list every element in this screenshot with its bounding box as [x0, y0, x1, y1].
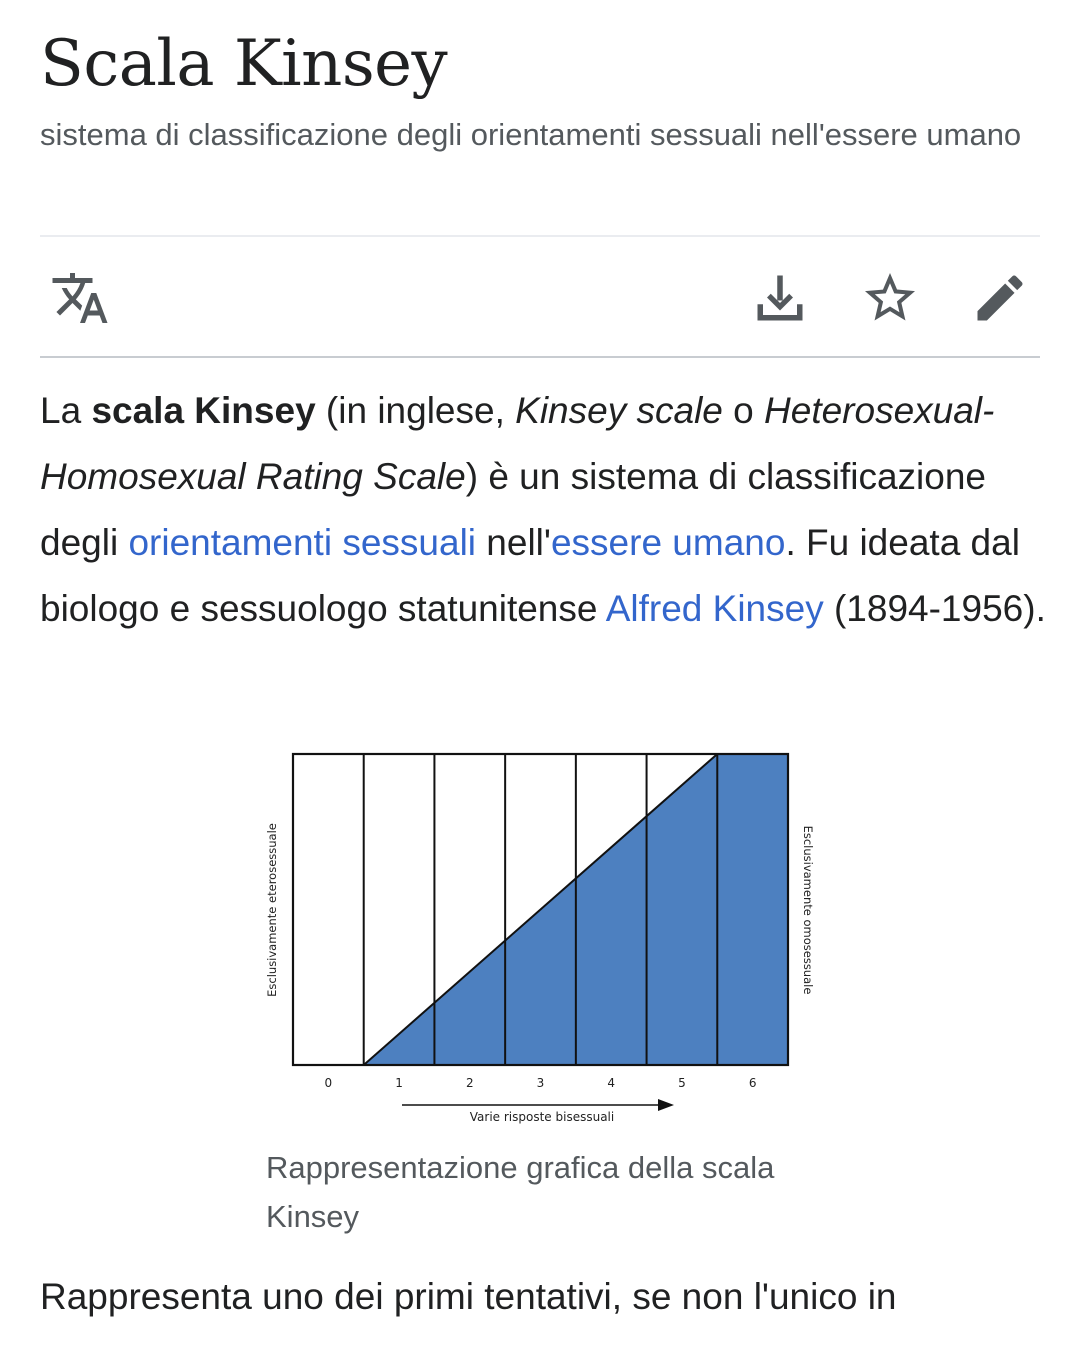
tick-label: 0	[324, 1076, 333, 1090]
bottom-axis-label: Varie risposte bisessuali	[469, 1110, 615, 1124]
intro-paragraph	[40, 378, 1050, 642]
bisexual-arrow-head	[658, 1099, 674, 1111]
kinsey-chart	[262, 745, 822, 1130]
link-essere-umano[interactable]: essere umano	[550, 522, 786, 563]
intro-text: (1894-1956).	[823, 588, 1046, 629]
figure-caption: Rappresentazione grafica della scala Kinsey	[266, 1150, 775, 1234]
tick-label: 5	[678, 1076, 686, 1090]
intro-italic-term: Kinsey scale	[515, 390, 723, 431]
intro-text: o	[722, 390, 765, 431]
link-alfred-kinsey[interactable]: Alfred Kinsey	[605, 588, 824, 629]
intro-text: (in inglese,	[315, 390, 516, 431]
page-title: Scala Kinsey	[40, 27, 448, 101]
star-icon[interactable]	[860, 268, 920, 328]
tick-label: 1	[395, 1076, 403, 1090]
tick-label: 4	[607, 1076, 616, 1090]
translate-icon[interactable]	[50, 268, 110, 328]
kinsey-figure[interactable]	[262, 745, 822, 1130]
tick-label: 2	[465, 1076, 474, 1090]
tick-label: 6	[748, 1076, 757, 1090]
intro-text: ) è un sistema di classificazione degli	[40, 456, 986, 563]
intro-italic-term: Heterosexual-Homosexual Rating Scale	[40, 390, 995, 497]
left-axis-label: Esclusivamente eterosessuale	[265, 823, 279, 997]
toolbar-divider	[40, 356, 1040, 358]
page-subtitle: sistema di classificazione degli orientamenti sessuali nell'essere umano	[40, 117, 1022, 152]
intro-text: . Fu ideata dal biologo e sessuologo statunitense	[40, 522, 1020, 629]
header-divider	[40, 235, 1040, 237]
second-paragraph: Rappresenta uno dei primi tentativi, se non l'unico in	[40, 1276, 897, 1317]
tick-label: 3	[536, 1076, 545, 1090]
intro-bold-term: scala Kinsey	[91, 390, 316, 431]
intro-text: nell'	[476, 522, 551, 563]
intro-text: La	[40, 390, 92, 431]
download-icon[interactable]	[750, 268, 810, 328]
pencil-icon[interactable]	[970, 268, 1030, 328]
link-orientamenti-sessuali[interactable]: orientamenti sessuali	[128, 522, 477, 563]
right-axis-label: Esclusivamente omosessuale	[801, 825, 815, 995]
